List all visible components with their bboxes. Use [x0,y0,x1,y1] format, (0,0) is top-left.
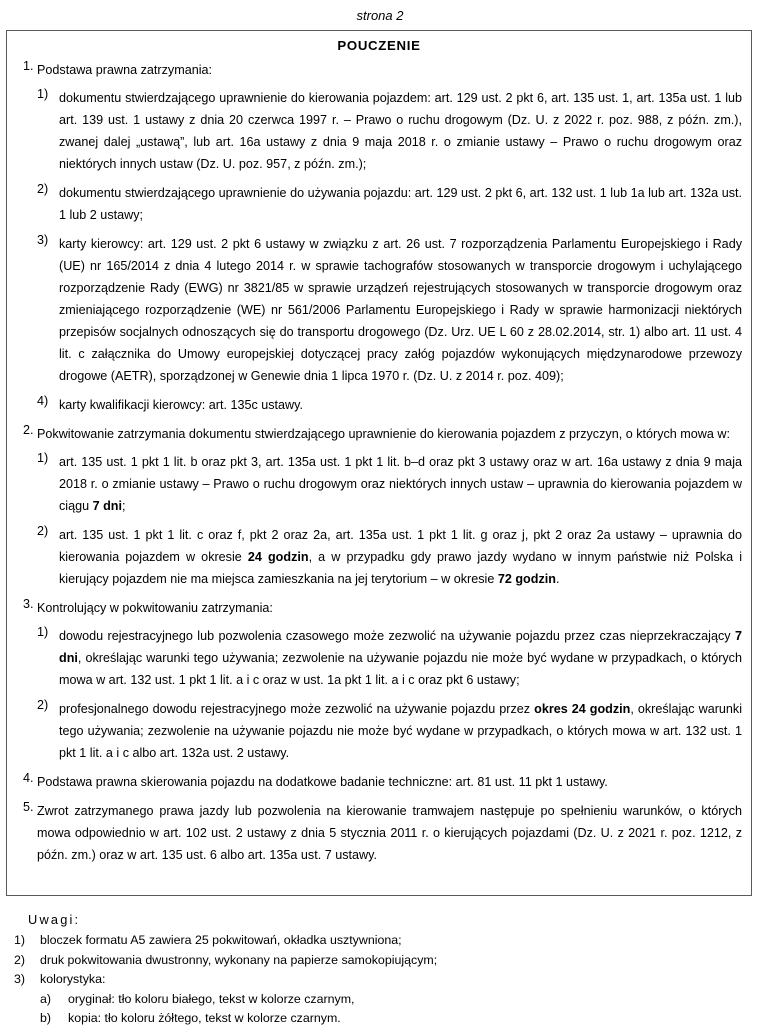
notes-block [0,910,760,1029]
section-text: Pokwitowanie zatrzymania dokumentu stwierdzającego uprawnienie do kierowania pojazdem z przyczyn, o których mowa w: [37,427,730,441]
subitem-marker: 2) [37,182,49,196]
pouczenie-frame [6,30,752,896]
note-subitem-marker: b) [40,1011,52,1025]
legal-subitem [37,698,742,764]
note-item [14,951,752,971]
section-text: Podstawa prawna zatrzymania: [37,63,212,77]
subitem-marker: 3) [37,233,49,247]
subitem-marker: 1) [37,451,49,465]
section-text: Zwrot zatrzymanego prawa jazdy lub pozwolenia na kierowanie tramwajem następuje po spełnieniu warunków, o których mowa odpowiednio w art. 102 ust. 2 ustawy z dnia 5 stycznia 2011 r. o kierujących pojazdami (Dz. U. z 2021 r. poz. 1212, z późn. zm.) oraz w art. 135 ust. 6 albo art. 135a ust. 7 ustawy. [37,804,742,862]
section-marker: 5. [23,800,34,814]
subitem-text: art. 135 ust. 1 pkt 1 lit. b oraz pkt 3, art. 135a ust. 1 pkt 1 lit. b–d oraz pkt 3 ustawy oraz w art. 16a ustawy z dnia 9 maja 2018 r. o zmianie ustawy – Prawo o ruchu drogowym oraz niektórych innych ustaw – uprawnia do kierowania pojazdem w ciągu 7 dni; [59,455,742,513]
legal-section [16,800,742,866]
legal-sections-list [16,59,742,866]
subitem-marker: 1) [37,87,49,101]
legal-section [16,771,742,793]
note-text: druk pokwitowania dwustronny, wykonany na papierze samokopiującym; [40,952,438,967]
section-marker: 3. [23,597,34,611]
section-marker: 1. [23,59,34,73]
legal-subitem [37,233,742,387]
notes-list [14,931,752,1029]
section-marker: 2. [23,423,34,437]
note-subitem-text: kopia: tło koloru żółtego, tekst w kolorze czarnym. [68,1011,341,1025]
note-sublist [40,990,752,1029]
note-subitem [40,990,752,1010]
legal-section [16,59,742,416]
note-item [14,931,752,951]
legal-subitem-list [37,87,742,416]
subitem-marker: 2) [37,524,49,538]
legal-section [16,423,742,590]
running-head: strona 2 [356,8,404,23]
legal-subitem-list [37,451,742,590]
note-subitem [40,1009,752,1029]
legal-subitem [37,451,742,517]
note-marker: 3) [14,972,26,986]
legal-subitem-list [37,625,742,764]
note-subitem-text: oryginał: tło koloru białego, tekst w kolorze czarnym, [68,991,355,1006]
subitem-text: karty kwalifikacji kierowcy: art. 135c ustawy. [59,398,304,412]
note-marker: 1) [14,933,26,947]
subitem-text: karty kierowcy: art. 129 ust. 2 pkt 6 ustawy w związku z art. 26 ust. 7 rozporządzenia Parlamentu Europejskiego i Rady (UE) nr 165/2014 z dnia 4 lutego 2014 r. w sprawie tachografów stosowanych w transporcie drogowym i uchylającego rozporządzenie Rady (EWG) nr 3821/85 w sprawie urządzeń rejestrujących stosowanych w transporcie drogowym oraz zmieniającego rozporządzenie (WE) nr 561/2006 Parlamentu Europejskiego i Rady w sprawie harmonizacji niektórych przepisów socjalnych odnoszących się do transportu drogowego (Dz. Urz. UE L 60 z 28.02.2014, str. 1) albo art. 11 ust. 4 lit. c załącznika do Umowy europejskiej dotyczącej pracy załóg pojazdów wykonujących międzynarodowe przewozy drogowe (AETR), sporządzonej w Genewie dnia 1 lipca 1970 r. (Dz. U. z 2014 r. poz. 409); [59,237,742,383]
legal-subitem [37,87,742,175]
note-subitem-marker: a) [40,991,52,1006]
page-title: POUCZENIE [337,38,421,53]
subitem-text: dowodu rejestracyjnego lub pozwolenia czasowego może zezwolić na używanie pojazdu przez czas nieprzekraczający 7 dni, określając warunki tego używania; zezwolenie na używanie pojazdu nie może być wydane w przypadkach, o których mowa w art. 132 ust. 1 pkt 1 lit. a i c oraz w ust. 1a pkt 1 lit. a i c oraz pkt 6 ustawy; [59,629,742,687]
note-marker: 2) [14,952,26,967]
legal-subitem [37,625,742,691]
note-text: kolorystyka: [40,972,106,986]
subitem-text: dokumentu stwierdzającego uprawnienie do kierowania pojazdem: art. 129 ust. 2 pkt 6, art. 135 ust. 1, art. 135a ust. 1 lub art. 139 ust. 1 ustawy z dnia 20 czerwca 1997 r. – Prawo o ruchu drogowym (Dz. U. z 2022 r. poz. 988, z późn. zm.), zwanej dalej „ustawą”, lub art. 16a ustawy z dnia 9 maja 2018 r. o zmianie ustawy – Prawo o ruchu drogowym oraz niektórych innych ustaw (Dz. U. poz. 957, z późn. zm.); [59,91,742,171]
subitem-marker: 2) [37,698,49,712]
subitem-text: profesjonalnego dowodu rejestracyjnego może zezwolić na używanie pojazdu przez okres 24 godzin, określając warunki tego używania; zezwolenie na używanie pojazdu nie może być wydane w przypadkach, o których mowa w art. 132 ust. 1 pkt 1 lit. a i c albo art. 132a ust. 2 ustawy. [59,702,742,760]
subitem-text: art. 135 ust. 1 pkt 1 lit. c oraz f, pkt 2 oraz 2a, art. 135a ust. 1 pkt 1 lit. g oraz j, pkt 2 oraz 2a ustawy – uprawnia do kierowania pojazdem w okresie 24 godzin, a w przypadku gdy prawo jazdy wydano w innym państwie niż Polska i kierujący pojazdem nie ma miejsca zamieszkania na jej terytorium – w okresie 72 godzin. [59,528,742,586]
section-marker: 4. [23,771,34,785]
subitem-marker: 1) [37,625,49,639]
legal-subitem [37,524,742,590]
subitem-marker: 4) [37,394,49,408]
legal-subitem [37,394,742,416]
legal-subitem [37,182,742,226]
notes-title: Uwagi: [28,912,81,927]
legal-section [16,597,742,764]
section-text: Kontrolujący w pokwitowaniu zatrzymania: [37,601,273,615]
section-text: Podstawa prawna skierowania pojazdu na dodatkowe badanie techniczne: art. 81 ust. 11 pkt 1 ustawy. [37,775,608,789]
note-text: bloczek formatu A5 zawiera 25 pokwitowań, okładka usztywniona; [40,933,402,947]
note-item [14,970,752,1029]
subitem-text: dokumentu stwierdzającego uprawnienie do używania pojazdu: art. 129 ust. 2 pkt 6, art. 132 ust. 1 lub 1a lub art. 132a ust. 1 lub 2 ustawy; [59,186,742,222]
